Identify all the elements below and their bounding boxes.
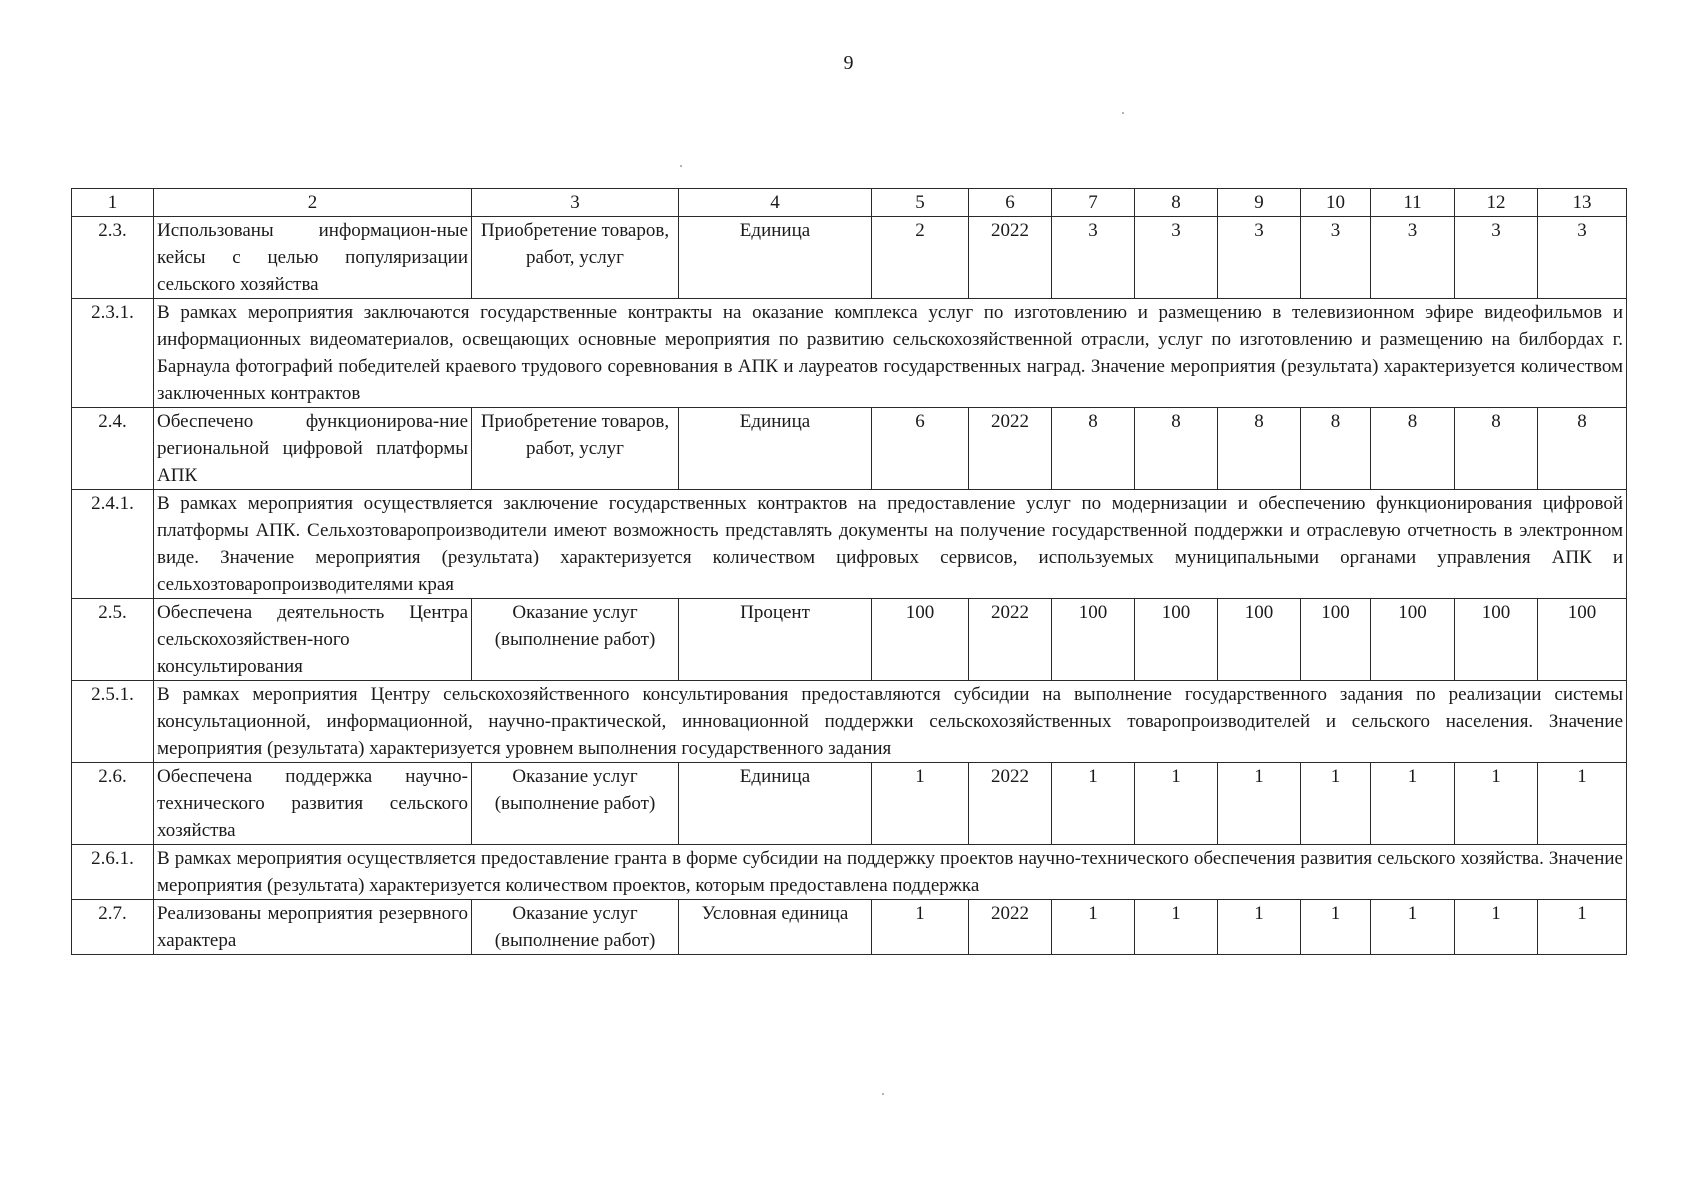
column-number-header: 11 [1371,189,1455,217]
header-row [72,189,1627,217]
column-number-header: 8 [1135,189,1218,217]
target-value: 100 [1218,599,1301,681]
column-number-header: 2 [154,189,472,217]
target-value: 8 [1052,408,1135,490]
base-value: 1 [872,900,969,955]
target-value: 100 [1455,599,1538,681]
row-number: 2.3. [72,217,154,299]
column-number-header: 12 [1455,189,1538,217]
page-number: 9 [843,52,854,74]
target-value: 1 [1538,900,1627,955]
description-text: В рамках мероприятия осуществляется предоставление гранта в форме субсидии на поддержку проектов научно-технического обеспечения развития сельского хозяйства. Значение мероприятия (результата) характеризуется количеством проектов, которым предоставлена поддержка [154,845,1627,900]
target-value: 8 [1538,408,1627,490]
base-year: 2022 [969,599,1052,681]
indicator-name: Использованы информацион-ные кейсы с целью популяризации сельского хозяйства [154,217,472,299]
target-value: 1 [1218,763,1301,845]
column-number-header: 3 [472,189,679,217]
column-number-header: 4 [679,189,872,217]
unit-of-measure: Условная единица [679,900,872,955]
unit-of-measure: Единица [679,408,872,490]
description-row [72,845,1627,900]
target-value: 100 [1135,599,1218,681]
target-value: 1 [1052,900,1135,955]
base-year: 2022 [969,763,1052,845]
target-value: 3 [1301,217,1371,299]
target-value: 1 [1218,900,1301,955]
target-value: 8 [1371,408,1455,490]
indicator-name: Обеспечено функционирова-ние региональной цифровой платформы АПК [154,408,472,490]
target-value: 3 [1218,217,1301,299]
indicator-category: Приобретение товаров, работ, услуг [472,408,679,490]
column-number-header: 1 [72,189,154,217]
base-value: 2 [872,217,969,299]
target-value: 3 [1135,217,1218,299]
target-value: 3 [1538,217,1627,299]
indicator-row [72,408,1627,490]
target-value: 1 [1371,763,1455,845]
target-value: 1 [1538,763,1627,845]
target-value: 1 [1052,763,1135,845]
target-value: 1 [1301,763,1371,845]
target-value: 3 [1052,217,1135,299]
column-number-header: 13 [1538,189,1627,217]
row-number: 2.4. [72,408,154,490]
unit-of-measure: Процент [679,599,872,681]
row-number: 2.5. [72,599,154,681]
description-row [72,299,1627,408]
target-value: 8 [1218,408,1301,490]
scan-speck [680,165,682,167]
indicator-row [72,763,1627,845]
base-year: 2022 [969,900,1052,955]
base-year: 2022 [969,408,1052,490]
indicator-category: Приобретение товаров, работ, услуг [472,217,679,299]
row-number: 2.5.1. [72,681,154,763]
indicator-name: Обеспечена поддержка научно-технического развития сельского хозяйства [154,763,472,845]
scan-speck [882,1093,884,1095]
target-value: 3 [1371,217,1455,299]
target-value: 1 [1135,763,1218,845]
description-row [72,490,1627,599]
target-value: 1 [1455,763,1538,845]
indicator-row [72,217,1627,299]
column-number-header: 10 [1301,189,1371,217]
indicator-category: Оказание услуг (выполнение работ) [472,900,679,955]
indicator-category: Оказание услуг (выполнение работ) [472,763,679,845]
row-number: 2.6.1. [72,845,154,900]
column-number-header: 5 [872,189,969,217]
row-number: 2.3.1. [72,299,154,408]
target-value: 3 [1455,217,1538,299]
scan-speck [1122,112,1124,114]
description-text: В рамках мероприятия осуществляется заключение государственных контрактов на предоставление услуг по модернизации и обеспечению функционирования цифровой платформы АПК. Сельхозтоваропроизводители имеют возможность представлять документы на получение государственной поддержки и отраслевую отчетность в электронном виде. Значение мероприятия (результата) характеризуется количеством цифровых сервисов, используемых муниципальными органами управления АПК и сельхозтоваропроизводителями края [154,490,1627,599]
target-value: 1 [1135,900,1218,955]
indicator-row [72,900,1627,955]
target-value: 100 [1371,599,1455,681]
base-value: 1 [872,763,969,845]
indicator-table [71,188,1627,955]
indicator-row [72,599,1627,681]
indicator-name: Реализованы мероприятия резервного характера [154,900,472,955]
row-number: 2.4.1. [72,490,154,599]
target-value: 100 [1538,599,1627,681]
column-number-header: 7 [1052,189,1135,217]
unit-of-measure: Единица [679,763,872,845]
base-value: 6 [872,408,969,490]
row-number: 2.7. [72,900,154,955]
base-year: 2022 [969,217,1052,299]
description-row [72,681,1627,763]
target-value: 8 [1135,408,1218,490]
indicator-name: Обеспечена деятельность Центра сельскохозяйствен-ного консультирования [154,599,472,681]
target-value: 100 [1052,599,1135,681]
row-number: 2.6. [72,763,154,845]
indicator-category: Оказание услуг (выполнение работ) [472,599,679,681]
target-value: 8 [1455,408,1538,490]
unit-of-measure: Единица [679,217,872,299]
column-number-header: 6 [969,189,1052,217]
target-value: 1 [1455,900,1538,955]
target-value: 8 [1301,408,1371,490]
target-value: 1 [1301,900,1371,955]
target-value: 100 [1301,599,1371,681]
description-text: В рамках мероприятия Центру сельскохозяйственного консультирования предоставляются субсидии на выполнение государственного задания по реализации системы консультационной, информационной, научно-практической, инновационной поддержки сельскохозяйственных товаропроизводителей и сельского населения. Значение мероприятия (результата) характеризуется уровнем выполнения государственного задания [154,681,1627,763]
column-number-header: 9 [1218,189,1301,217]
base-value: 100 [872,599,969,681]
target-value: 1 [1371,900,1455,955]
description-text: В рамках мероприятия заключаются государственные контракты на оказание комплекса услуг по изготовлению и размещению в телевизионном эфире видеофильмов и информационных видеоматериалов, освещающих основные мероприятия по развитию сельскохозяйственной отрасли, услуг по изготовлению и размещению на билбордах г. Барнаула фотографий победителей краевого трудового соревнования в АПК и лауреатов государственных наград. Значение мероприятия (результата) характеризуется количеством заключенных контрактов [154,299,1627,408]
